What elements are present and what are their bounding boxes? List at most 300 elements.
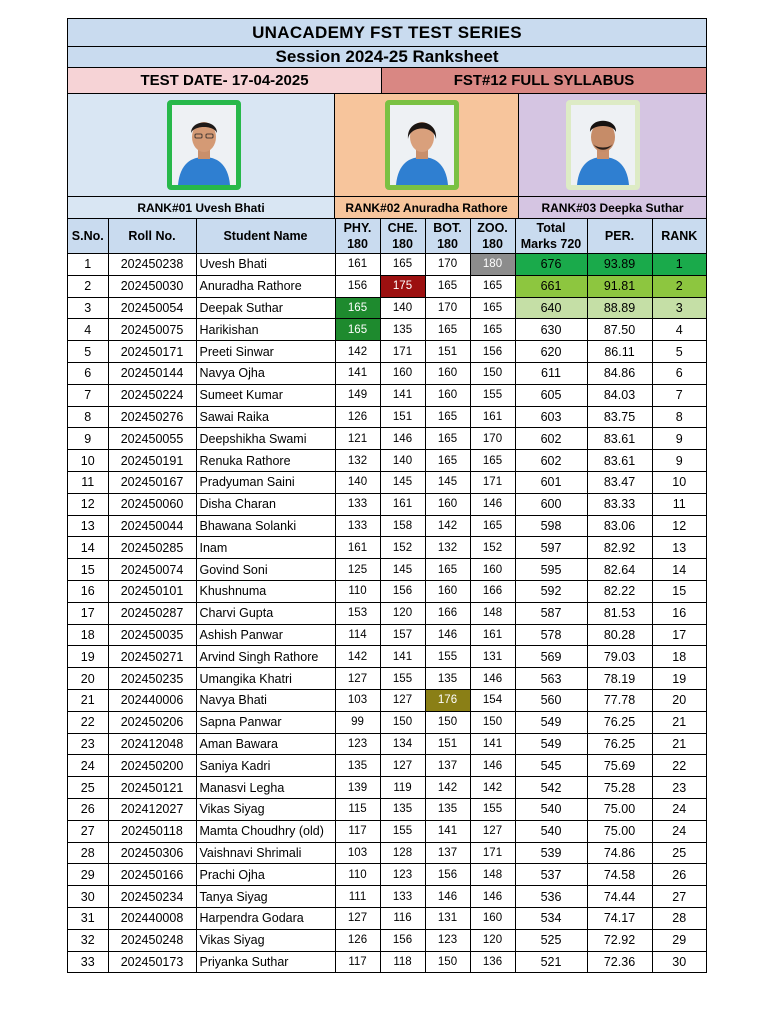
- topper-1-panel: [68, 94, 335, 196]
- cell-rank: 24: [652, 820, 706, 842]
- cell-phy: 139: [335, 777, 380, 799]
- cell-per: 82.22: [587, 580, 652, 602]
- header-phy-label: PHY.: [343, 221, 372, 235]
- cell-rank: 3: [652, 297, 706, 319]
- cell-phy: 127: [335, 907, 380, 929]
- header-total: [515, 219, 587, 254]
- cell-che: 135: [380, 319, 425, 341]
- cell-phy: 135: [335, 755, 380, 777]
- cell-zoo: 160: [470, 559, 515, 581]
- cell-zoo: 150: [470, 362, 515, 384]
- cell-per: 83.47: [587, 471, 652, 493]
- header-sno-label: S.No.: [71, 229, 104, 243]
- topper-2-label: RANK#02 Anuradha Rathore: [335, 197, 519, 218]
- cell-roll-no: 202450206: [108, 711, 196, 733]
- cell-zoo: 148: [470, 602, 515, 624]
- topper-2-panel: [335, 94, 519, 196]
- cell-per: 93.89: [587, 254, 652, 276]
- cell-che: 150: [380, 711, 425, 733]
- cell-roll-no: 202450030: [108, 275, 196, 297]
- cell-rank: 22: [652, 755, 706, 777]
- cell-student-name: Navya Ojha: [196, 362, 335, 384]
- cell-student-name: Saniya Kadri: [196, 755, 335, 777]
- header-phy: [335, 219, 380, 254]
- table-row: [68, 341, 706, 363]
- cell-roll-no: 202450074: [108, 559, 196, 581]
- cell-total: 521: [515, 951, 587, 972]
- cell-phy: 123: [335, 733, 380, 755]
- header-phy-max: 180: [347, 237, 368, 251]
- cell-sno: 32: [68, 929, 108, 951]
- topper-3-panel: [519, 94, 706, 196]
- header-per-label: PER.: [604, 229, 635, 243]
- cell-zoo: 161: [470, 406, 515, 428]
- cell-che: 160: [380, 362, 425, 384]
- cell-che: 120: [380, 602, 425, 624]
- cell-rank: 17: [652, 624, 706, 646]
- cell-roll-no: 202450234: [108, 886, 196, 908]
- table-row: [68, 406, 706, 428]
- cell-bot: 137: [425, 755, 470, 777]
- cell-phy: 117: [335, 820, 380, 842]
- cell-bot: 165: [425, 559, 470, 581]
- cell-student-name: Arvind Singh Rathore: [196, 646, 335, 668]
- cell-che: 158: [380, 515, 425, 537]
- cell-rank: 5: [652, 341, 706, 363]
- cell-bot: 160: [425, 362, 470, 384]
- cell-student-name: Manasvi Legha: [196, 777, 335, 799]
- cell-roll-no: 202450075: [108, 319, 196, 341]
- table-body: [68, 254, 706, 973]
- cell-roll-no: 202440006: [108, 689, 196, 711]
- cell-roll-no: 202412048: [108, 733, 196, 755]
- cell-student-name: Tanya Siyag: [196, 886, 335, 908]
- cell-zoo: 146: [470, 886, 515, 908]
- cell-total: 592: [515, 580, 587, 602]
- cell-phy: 111: [335, 886, 380, 908]
- cell-phy: 126: [335, 406, 380, 428]
- cell-phy: 165: [335, 319, 380, 341]
- cell-che: 116: [380, 907, 425, 929]
- cell-per: 72.92: [587, 929, 652, 951]
- cell-roll-no: 202440008: [108, 907, 196, 929]
- cell-bot: 137: [425, 842, 470, 864]
- cell-student-name: Disha Charan: [196, 493, 335, 515]
- table-row: [68, 624, 706, 646]
- cell-rank: 23: [652, 777, 706, 799]
- cell-total: 661: [515, 275, 587, 297]
- cell-total: 597: [515, 537, 587, 559]
- cell-sno: 21: [68, 689, 108, 711]
- cell-roll-no: 202450101: [108, 580, 196, 602]
- cell-total: 549: [515, 711, 587, 733]
- cell-sno: 4: [68, 319, 108, 341]
- cell-total: 676: [515, 254, 587, 276]
- cell-bot: 160: [425, 384, 470, 406]
- cell-rank: 14: [652, 559, 706, 581]
- table-row: [68, 602, 706, 624]
- rank-table: [68, 219, 706, 972]
- table-row: [68, 777, 706, 799]
- cell-roll-no: 202450044: [108, 515, 196, 537]
- cell-phy: 161: [335, 537, 380, 559]
- cell-bot: 135: [425, 798, 470, 820]
- table-row: [68, 450, 706, 472]
- cell-bot: 132: [425, 537, 470, 559]
- cell-per: 74.58: [587, 864, 652, 886]
- cell-sno: 27: [68, 820, 108, 842]
- cell-roll-no: 202450224: [108, 384, 196, 406]
- cell-bot: 131: [425, 907, 470, 929]
- cell-roll-no: 202412027: [108, 798, 196, 820]
- header-zoo: [470, 219, 515, 254]
- person-avatar-icon: [571, 105, 635, 185]
- table-header: [68, 219, 706, 254]
- cell-sno: 10: [68, 450, 108, 472]
- cell-che: 141: [380, 384, 425, 406]
- cell-rank: 30: [652, 951, 706, 972]
- cell-per: 76.25: [587, 733, 652, 755]
- cell-phy: 153: [335, 602, 380, 624]
- cell-per: 83.33: [587, 493, 652, 515]
- cell-total: 545: [515, 755, 587, 777]
- cell-total: 595: [515, 559, 587, 581]
- table-row: [68, 275, 706, 297]
- cell-total: 536: [515, 886, 587, 908]
- table-row: [68, 384, 706, 406]
- cell-total: 602: [515, 450, 587, 472]
- cell-roll-no: 202450238: [108, 254, 196, 276]
- cell-bot: 156: [425, 864, 470, 886]
- cell-roll-no: 202450035: [108, 624, 196, 646]
- cell-student-name: Preeti Sinwar: [196, 341, 335, 363]
- cell-per: 83.06: [587, 515, 652, 537]
- table-row: [68, 689, 706, 711]
- cell-rank: 13: [652, 537, 706, 559]
- cell-total: 539: [515, 842, 587, 864]
- cell-per: 76.25: [587, 711, 652, 733]
- cell-rank: 24: [652, 798, 706, 820]
- cell-student-name: Renuka Rathore: [196, 450, 335, 472]
- cell-phy: 132: [335, 450, 380, 472]
- cell-rank: 15: [652, 580, 706, 602]
- cell-per: 74.17: [587, 907, 652, 929]
- cell-rank: 27: [652, 886, 706, 908]
- cell-zoo: 160: [470, 907, 515, 929]
- cell-student-name: Vikas Siyag: [196, 798, 335, 820]
- cell-bot: 146: [425, 624, 470, 646]
- header-che-max: 180: [392, 237, 413, 251]
- cell-bot: 165: [425, 428, 470, 450]
- cell-per: 87.50: [587, 319, 652, 341]
- cell-student-name: Govind Soni: [196, 559, 335, 581]
- cell-student-name: Vikas Siyag: [196, 929, 335, 951]
- cell-per: 83.61: [587, 428, 652, 450]
- cell-zoo: 141: [470, 733, 515, 755]
- cell-total: 578: [515, 624, 587, 646]
- cell-zoo: 170: [470, 428, 515, 450]
- cell-total: 598: [515, 515, 587, 537]
- header-che: [380, 219, 425, 254]
- cell-che: 145: [380, 559, 425, 581]
- cell-sno: 26: [68, 798, 108, 820]
- test-info-row: [68, 68, 706, 94]
- cell-bot: 146: [425, 886, 470, 908]
- cell-total: 540: [515, 798, 587, 820]
- cell-che: 118: [380, 951, 425, 972]
- cell-bot: 151: [425, 733, 470, 755]
- cell-sno: 3: [68, 297, 108, 319]
- cell-phy: 103: [335, 842, 380, 864]
- cell-che: 127: [380, 689, 425, 711]
- cell-student-name: Mamta Choudhry (old): [196, 820, 335, 842]
- cell-roll-no: 202450248: [108, 929, 196, 951]
- table-row: [68, 471, 706, 493]
- header-rank: [652, 219, 706, 254]
- cell-che: 145: [380, 471, 425, 493]
- cell-student-name: Sapna Panwar: [196, 711, 335, 733]
- cell-sno: 7: [68, 384, 108, 406]
- cell-rank: 1: [652, 254, 706, 276]
- cell-student-name: Priyanka Suthar: [196, 951, 335, 972]
- cell-che: 156: [380, 580, 425, 602]
- cell-rank: 26: [652, 864, 706, 886]
- cell-che: 165: [380, 254, 425, 276]
- cell-sno: 30: [68, 886, 108, 908]
- cell-che: 140: [380, 297, 425, 319]
- header-total-max: Marks 720: [520, 237, 582, 251]
- cell-roll-no: 202450173: [108, 951, 196, 972]
- cell-che: 155: [380, 820, 425, 842]
- header-zoo-label: ZOO.: [477, 221, 508, 235]
- cell-che: 127: [380, 755, 425, 777]
- cell-bot: 155: [425, 646, 470, 668]
- header-bot-max: 180: [437, 237, 458, 251]
- cell-che: 157: [380, 624, 425, 646]
- cell-total: 611: [515, 362, 587, 384]
- cell-sno: 15: [68, 559, 108, 581]
- header-bot-label: BOT.: [433, 221, 462, 235]
- cell-zoo: 171: [470, 471, 515, 493]
- cell-roll-no: 202450144: [108, 362, 196, 384]
- cell-bot: 165: [425, 450, 470, 472]
- cell-zoo: 161: [470, 624, 515, 646]
- cell-roll-no: 202450121: [108, 777, 196, 799]
- cell-sno: 9: [68, 428, 108, 450]
- cell-per: 75.00: [587, 820, 652, 842]
- cell-bot: 176: [425, 689, 470, 711]
- cell-per: 84.03: [587, 384, 652, 406]
- cell-rank: 19: [652, 668, 706, 690]
- cell-per: 84.86: [587, 362, 652, 384]
- cell-student-name: Sawai Raika: [196, 406, 335, 428]
- cell-sno: 11: [68, 471, 108, 493]
- cell-total: 534: [515, 907, 587, 929]
- header-student-name: [196, 219, 335, 254]
- cell-bot: 160: [425, 580, 470, 602]
- topper-3-label: RANK#03 Deepka Suthar: [519, 197, 706, 218]
- person-avatar-icon: [172, 105, 236, 185]
- cell-per: 83.61: [587, 450, 652, 472]
- cell-sno: 29: [68, 864, 108, 886]
- cell-bot: 170: [425, 297, 470, 319]
- cell-per: 81.53: [587, 602, 652, 624]
- cell-roll-no: 202450060: [108, 493, 196, 515]
- cell-student-name: Charvi Gupta: [196, 602, 335, 624]
- header-zoo-max: 180: [482, 237, 503, 251]
- cell-roll-no: 202450235: [108, 668, 196, 690]
- cell-bot: 166: [425, 602, 470, 624]
- person-avatar-icon: [390, 105, 454, 185]
- cell-zoo: 150: [470, 711, 515, 733]
- cell-bot: 151: [425, 341, 470, 363]
- cell-phy: 110: [335, 580, 380, 602]
- table-row: [68, 864, 706, 886]
- cell-phy: 114: [335, 624, 380, 646]
- topper-photos: [68, 94, 706, 197]
- cell-student-name: Uvesh Bhati: [196, 254, 335, 276]
- cell-sno: 13: [68, 515, 108, 537]
- header-total-label: Total: [536, 221, 566, 235]
- cell-rank: 9: [652, 450, 706, 472]
- cell-phy: 133: [335, 515, 380, 537]
- cell-student-name: Umangika Khatri: [196, 668, 335, 690]
- cell-sno: 31: [68, 907, 108, 929]
- cell-che: 175: [380, 275, 425, 297]
- table-row: [68, 559, 706, 581]
- cell-per: 88.89: [587, 297, 652, 319]
- header-per: [587, 219, 652, 254]
- cell-sno: 25: [68, 777, 108, 799]
- cell-total: 587: [515, 602, 587, 624]
- cell-rank: 21: [652, 733, 706, 755]
- cell-per: 72.36: [587, 951, 652, 972]
- cell-rank: 10: [652, 471, 706, 493]
- cell-roll-no: 202450285: [108, 537, 196, 559]
- table-row: [68, 798, 706, 820]
- header-roll-no: [108, 219, 196, 254]
- cell-student-name: Inam: [196, 537, 335, 559]
- cell-total: 560: [515, 689, 587, 711]
- cell-zoo: 142: [470, 777, 515, 799]
- table-row: [68, 319, 706, 341]
- table-row: [68, 755, 706, 777]
- header-rank-label: RANK: [661, 229, 698, 243]
- cell-che: 134: [380, 733, 425, 755]
- table-row: [68, 733, 706, 755]
- cell-sno: 28: [68, 842, 108, 864]
- cell-che: 123: [380, 864, 425, 886]
- test-name: FST#12 FULL SYLLABUS: [382, 68, 706, 93]
- topper-2-photo: [385, 100, 459, 190]
- cell-total: 549: [515, 733, 587, 755]
- cell-che: 140: [380, 450, 425, 472]
- cell-per: 74.86: [587, 842, 652, 864]
- cell-zoo: 146: [470, 493, 515, 515]
- cell-total: 601: [515, 471, 587, 493]
- cell-che: 171: [380, 341, 425, 363]
- cell-per: 82.92: [587, 537, 652, 559]
- cell-sno: 33: [68, 951, 108, 972]
- cell-per: 77.78: [587, 689, 652, 711]
- cell-sno: 17: [68, 602, 108, 624]
- cell-roll-no: 202450166: [108, 864, 196, 886]
- cell-per: 75.00: [587, 798, 652, 820]
- cell-student-name: Khushnuma: [196, 580, 335, 602]
- cell-che: 156: [380, 929, 425, 951]
- cell-sno: 24: [68, 755, 108, 777]
- cell-che: 151: [380, 406, 425, 428]
- cell-sno: 1: [68, 254, 108, 276]
- cell-per: 74.44: [587, 886, 652, 908]
- cell-per: 82.64: [587, 559, 652, 581]
- cell-student-name: Bhawana Solanki: [196, 515, 335, 537]
- cell-phy: 117: [335, 951, 380, 972]
- table-row: [68, 646, 706, 668]
- header-che-label: CHE.: [387, 221, 418, 235]
- cell-student-name: Prachi Ojha: [196, 864, 335, 886]
- cell-che: 155: [380, 668, 425, 690]
- topper-labels: [68, 197, 706, 219]
- cell-sno: 19: [68, 646, 108, 668]
- cell-per: 83.75: [587, 406, 652, 428]
- cell-bot: 165: [425, 275, 470, 297]
- cell-phy: 140: [335, 471, 380, 493]
- cell-zoo: 165: [470, 275, 515, 297]
- table-row: [68, 515, 706, 537]
- table-row: [68, 907, 706, 929]
- cell-per: 91.81: [587, 275, 652, 297]
- cell-bot: 145: [425, 471, 470, 493]
- cell-per: 75.69: [587, 755, 652, 777]
- cell-roll-no: 202450276: [108, 406, 196, 428]
- cell-student-name: Sumeet Kumar: [196, 384, 335, 406]
- cell-che: 141: [380, 646, 425, 668]
- cell-rank: 6: [652, 362, 706, 384]
- topper-3-photo: [566, 100, 640, 190]
- session-title: Session 2024-25 Ranksheet: [68, 47, 706, 68]
- cell-sno: 14: [68, 537, 108, 559]
- cell-rank: 29: [652, 929, 706, 951]
- cell-student-name: Deepshikha Swami: [196, 428, 335, 450]
- table-row: [68, 929, 706, 951]
- topper-1-label: RANK#01 Uvesh Bhati: [68, 197, 335, 218]
- table-row: [68, 254, 706, 276]
- cell-per: 80.28: [587, 624, 652, 646]
- cell-zoo: 180: [470, 254, 515, 276]
- cell-sno: 23: [68, 733, 108, 755]
- cell-bot: 165: [425, 406, 470, 428]
- table-row: [68, 842, 706, 864]
- cell-roll-no: 202450167: [108, 471, 196, 493]
- cell-zoo: 148: [470, 864, 515, 886]
- cell-phy: 103: [335, 689, 380, 711]
- cell-phy: 165: [335, 297, 380, 319]
- cell-rank: 21: [652, 711, 706, 733]
- cell-student-name: Harpendra Godara: [196, 907, 335, 929]
- cell-student-name: Pradyuman Saini: [196, 471, 335, 493]
- cell-phy: 133: [335, 493, 380, 515]
- cell-rank: 11: [652, 493, 706, 515]
- cell-che: 119: [380, 777, 425, 799]
- cell-roll-no: 202450306: [108, 842, 196, 864]
- cell-rank: 16: [652, 602, 706, 624]
- cell-student-name: Ashish Panwar: [196, 624, 335, 646]
- ranksheet: [67, 18, 707, 973]
- cell-student-name: Deepak Suthar: [196, 297, 335, 319]
- cell-total: 630: [515, 319, 587, 341]
- cell-total: 537: [515, 864, 587, 886]
